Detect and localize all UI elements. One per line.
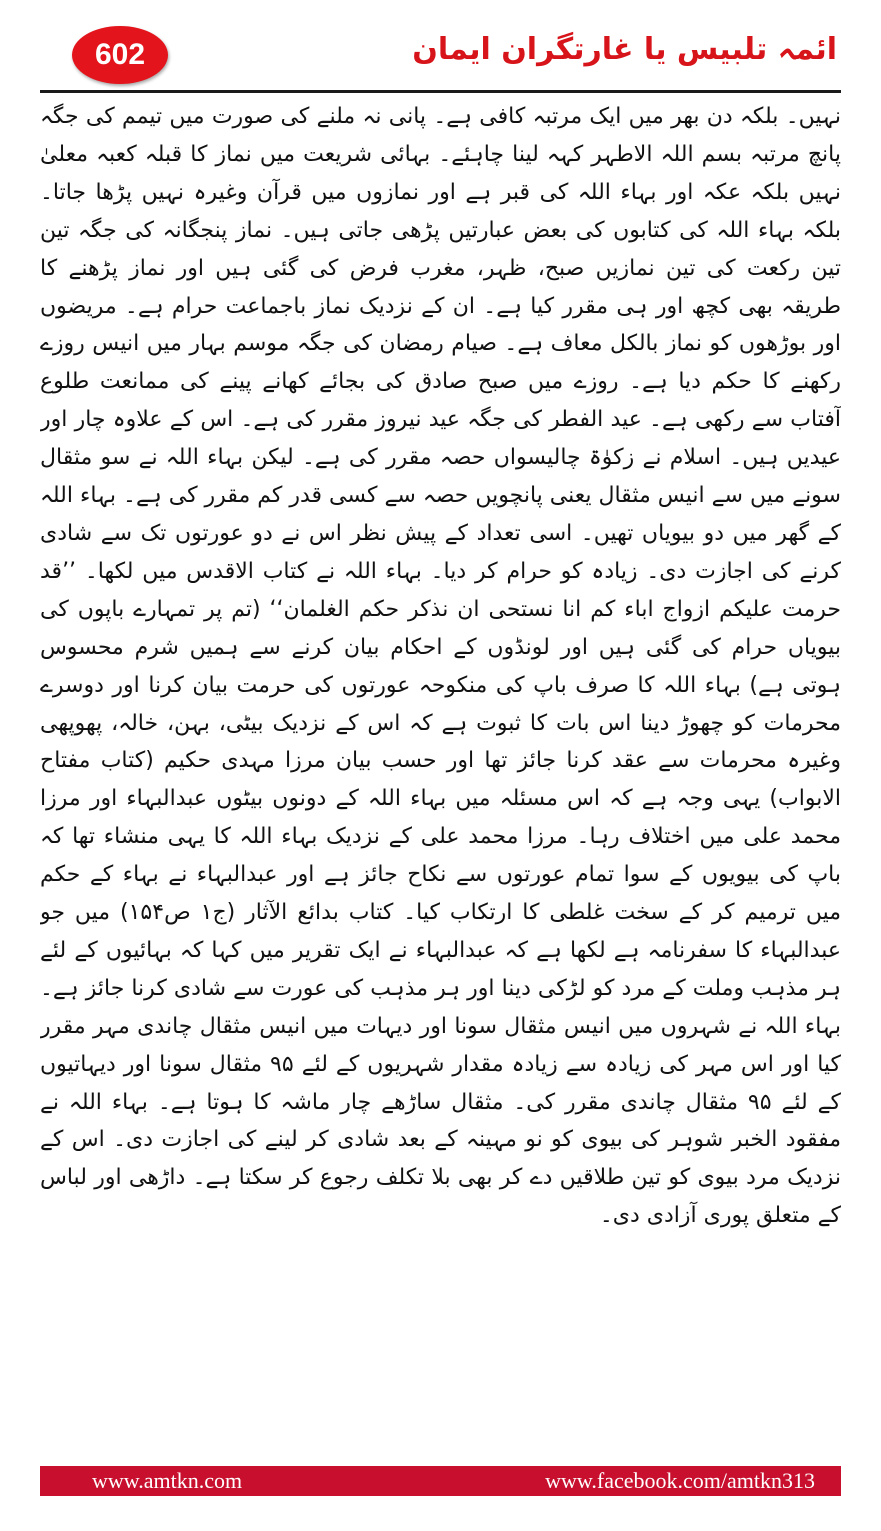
header-divider (40, 90, 841, 93)
page-header (40, 18, 841, 90)
footer-bar (40, 1466, 841, 1496)
book-title: ائمہ تلبیس یا غارتگران ایمان (412, 32, 837, 67)
body-paragraph: نہیں۔ بلکہ دن بھر میں ایک مرتبہ کافی ہے۔ پانی نہ ملنے کی صورت میں تیمم کی جگہ پانچ مرتبہ بسم اللہ الاطہر کہہ لینا چاہئے۔ بہائی شریعت میں نماز کا قبلہ کعبہ معلیٰ نہیں بلکہ عکہ اور بہاء اللہ کی قبر ہے اور نمازوں میں قرآن وغیرہ نہیں پڑھا جاتا۔ بلکہ بہاء اللہ کی کتابوں کی بعض عبارتیں پڑھی جاتی ہیں۔ نماز پنجگانہ کی جگہ تین تین رکعت کی تین نمازیں صبح، ظہر، مغرب فرض کی گئی ہیں اور نماز پڑھنے کا طریقہ بھی کچھ اور ہی مقرر کیا ہے۔ ان کے نزدیک نماز باجماعت حرام ہے۔ مریضوں اور بوڑھوں کو نماز بالکل معاف ہے۔ صیام رمضان کی جگہ موسم بہار میں انیس روزے رکھنے کا حکم دیا ہے۔ روزے میں صبح صادق کی بجائے کھانے پینے کی ممانعت طلوع آفتاب سے رکھی ہے۔ عید الفطر کی جگہ عید نیروز مقرر کی ہے۔ اس کے علاوہ چار اور عیدیں ہیں۔ اسلام نے زکوٰۃ چالیسواں حصہ مقرر کی ہے۔ لیکن بہاء اللہ نے سو مثقال سونے میں سے انیس مثقال یعنی پانچویں حصہ سے کسی قدر کم مقرر کی ہے۔ بہاء اللہ کے گھر میں دو بیویاں تھیں۔ اسی تعداد کے پیش نظر اس نے دو عورتوں تک سے شادی کرنے کی اجازت دی۔ زیادہ کو حرام کر دیا۔ بہاء اللہ نے کتاب الاقدس میں لکھا۔ ’’قد حرمت علیکم ازواج اباء کم انا نستحی ان نذکر حکم الغلمان‘‘ (تم پر تمہارے باپوں کی بیویاں حرام کی گئی ہیں اور لونڈوں کے احکام بیان کرنے سے ہمیں شرم محسوس ہوتی ہے) بہاء اللہ کا صرف باپ کی منکوحہ عورتوں کی حرمت بیان کرنا اور دوسرے محرمات کو چھوڑ دینا اس بات کا ثبوت ہے کہ اس کے نزدیک بیٹی، بہن، خالہ، پھوپھی وغیرہ محرمات سے عقد کرنا جائز تھا اور حسب بیان مرزا مہدی حکیم (کتاب مفتاح الابواب) یہی وجہ ہے کہ اس مسئلہ میں بہاء اللہ کے دونوں بیٹوں عبدالبہاء اور مرزا محمد علی میں اختلاف رہا۔ مرزا محمد علی کے نزدیک بہاء اللہ کا یہی منشاء تھا کہ باپ کی بیویوں کے سوا تمام عورتوں سے نکاح جائز ہے اور عبدالبہاء نے بہاء کے حکم میں ترمیم کر کے سخت غلطی کا ارتکاب کیا۔ کتاب بدائع الآثار (ج۱ ص۱۵۴) میں جو عبدالبہاء کا سفرنامہ ہے لکھا ہے کہ عبدالبہاء نے ایک تقریر میں کہا کہ بہائیوں کے لئے ہر مذہب وملت کے مرد کو لڑکی دینا اور ہر مذہب کی عورت سے شادی کرنا جائز ہے۔ بہاء اللہ نے شہروں میں انیس مثقال سونا اور دیہات میں انیس مثقال چاندی مہر مقرر کیا اور اس مہر کی زیادہ سے زیادہ مقدار شہریوں کے لئے ۹۵ مثقال سونا اور دیہاتیوں کے لئے ۹۵ مثقال چاندی مقرر کی۔ مثقال ساڑھے چار ماشہ کا ہوتا ہے۔ بہاء اللہ نے مفقود الخبر شوہر کی بیوی کو نو مہینہ کے بعد شادی کر لینے کی اجازت دی۔ اس کے نزدیک مرد بیوی کو تین طلاقیں دے کر بھی بلا تکلف رجوع کر سکتا ہے۔ داڑھی اور لباس کے متعلق پوری آزادی دی۔ (40, 104, 841, 1229)
facebook-link[interactable]: www.facebook.com/amtkn313 (545, 1468, 815, 1493)
page-body (40, 98, 841, 1448)
website-link[interactable]: www.amtkn.com (92, 1468, 243, 1493)
page-number-badge: 602 (72, 26, 168, 84)
